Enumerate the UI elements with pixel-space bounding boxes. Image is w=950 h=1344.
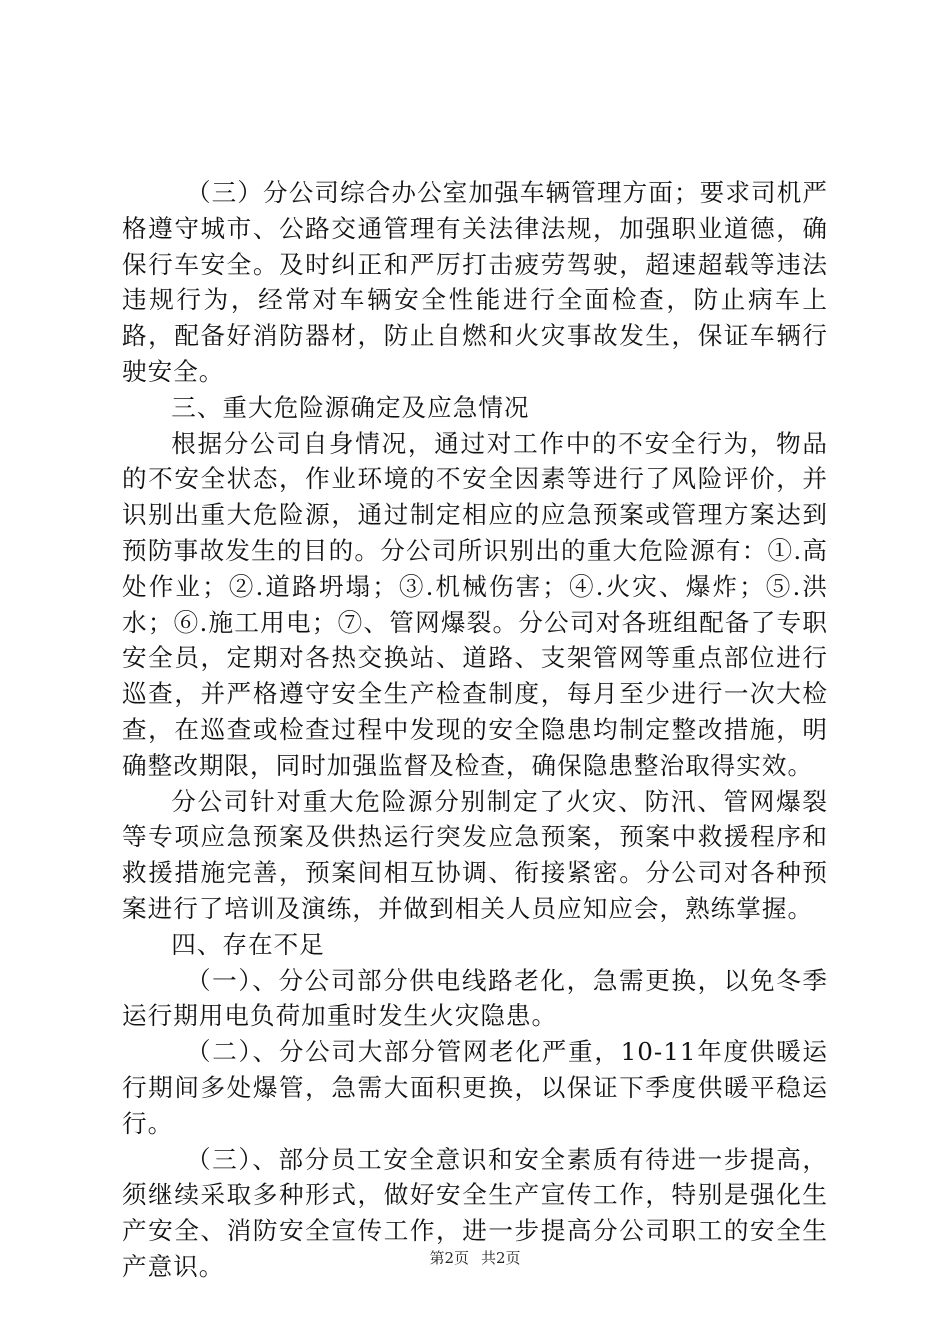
paragraph-vehicle-management: （三）分公司综合办公室加强车辆管理方面；要求司机严格遵守城市、公路交通管理有关法律法规，加强职业道德，确保行车安全。及时纠正和严厉打击疲劳驾驶，超速超载等违法违规行为，经常对车辆安全性能进行全面检查，防止病车上路，配备好消防器材，防止自燃和火灾事故发生，保证车辆行驶安全。 [122, 178, 828, 386]
paragraph-hazard-identification: 根据分公司自身情况，通过对工作中的不安全行为，物品的不安全状态，作业环境的不安全因素等进行了风险评价，并识别出重大危险源，通过制定相应的应急预案或管理方案达到预防事故发生的目的。分公司所识别出的重大危险源有：①.高处作业；②.道路坍塌；③.机械伤害；④.火灾、爆炸；⑤.洪水；⑥.施工用电；⑦、管网爆裂。分公司对各班组配备了专职安全员，定期对各热交换站、道路、支架管网等重点部位进行巡查，并严格遵守安全生产检查制度，每月至少进行一次大检查，在巡查或检查过程中发现的安全隐患均制定整改措施，明确整改期限，同时加强监督及检查，确保隐患整治取得实效。 [122, 428, 828, 780]
paragraph-shortcoming-2: （二）、分公司大部分管网老化严重，10-11年度供暖运行期间多处爆管，急需大面积更换，以保证下季度供暖平稳运行。 [122, 1037, 828, 1138]
page-footer [0, 1248, 950, 1268]
paragraph-shortcoming-1: （一）、分公司部分供电线路老化，急需更换，以免冬季运行期用电负荷加重时发生火灾隐患。 [122, 965, 828, 1031]
document-body [122, 175, 828, 1285]
page-total: 共2页 [481, 1249, 521, 1267]
paragraph-shortcoming-3: （三）、部分员工安全意识和安全素质有待进一步提高，须继续采取多种形式，做好安全生产宣传工作，特别是强化生产安全、消防安全宣传工作，进一步提高分公司职工的安全生产意识。 [122, 1144, 828, 1281]
section-heading-shortcomings: 四、存在不足 [171, 929, 325, 959]
section-heading-hazard-sources: 三、重大危险源确定及应急情况 [171, 392, 530, 422]
paragraph-emergency-plans: 分公司针对重大危险源分别制定了火灾、防汛、管网爆裂等专项应急预案及供热运行突发应急预案，预案中救援程序和救援措施完善，预案间相互协调、衔接紧密。分公司对各种预案进行了培训及演练，并做到相关人员应知应会，熟练掌握。 [122, 786, 828, 923]
page-number: 第2页 [429, 1249, 469, 1267]
